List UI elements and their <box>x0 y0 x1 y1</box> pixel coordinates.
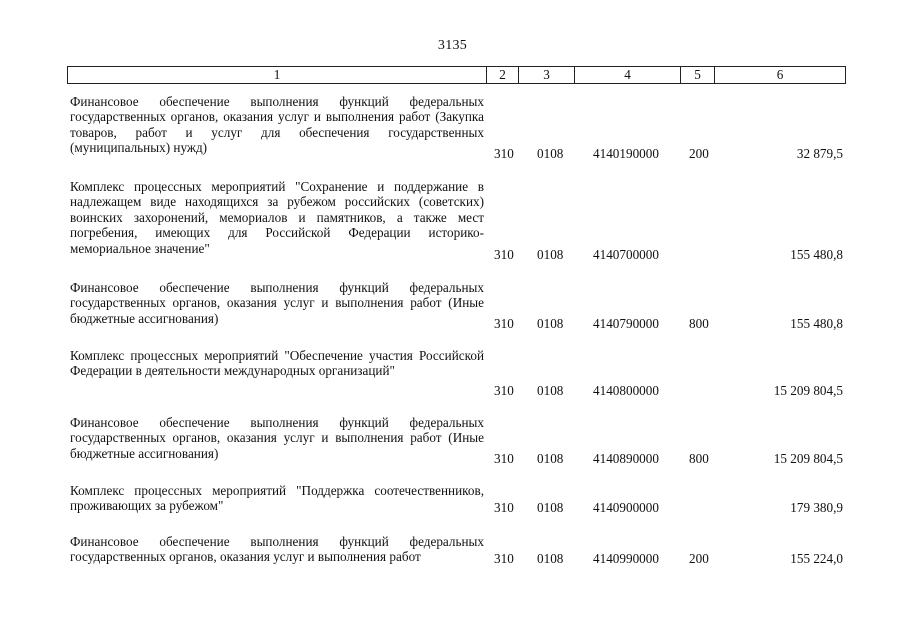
row-subsection-code: 0108 <box>537 383 564 398</box>
row-target-article: 4140790000 <box>593 316 659 331</box>
row-description: Финансовое обеспечение выполнения функций федеральных государственных органов, оказания услуг и выполнения работ (Иные бюджетные ассигнования) <box>70 415 484 461</box>
row-description: Комплекс процессных мероприятий "Поддержка соотечественников, проживающих за рубежом" <box>70 483 484 514</box>
column-header-5: 5 <box>681 67 715 84</box>
row-subsection-code: 0108 <box>537 500 564 515</box>
row-expense-type: 200 <box>689 146 709 161</box>
row-subsection-code: 0108 <box>537 451 564 466</box>
row-target-article: 4140990000 <box>593 551 659 566</box>
row-subsection-code: 0108 <box>537 551 564 566</box>
row-target-article: 4140190000 <box>593 146 659 161</box>
column-header-3: 3 <box>519 67 575 84</box>
row-subsection-code: 0108 <box>537 247 564 262</box>
row-amount: 15 209 804,5 <box>773 451 843 466</box>
row-description: Финансовое обеспечение выполнения функций федеральных государственных органов, оказания услуг и выполнения работ (Закупка товаров, работ и услуг для обеспечения государственных (муниципальных) нужд) <box>70 94 484 156</box>
row-amount: 155 224,0 <box>790 551 843 566</box>
row-section-code: 310 <box>494 500 514 515</box>
row-target-article: 4140800000 <box>593 383 659 398</box>
row-section-code: 310 <box>494 551 514 566</box>
row-subsection-code: 0108 <box>537 146 564 161</box>
row-section-code: 310 <box>494 383 514 398</box>
row-amount: 32 879,5 <box>796 146 843 161</box>
row-target-article: 4140890000 <box>593 451 659 466</box>
column-header-6: 6 <box>715 67 846 84</box>
row-target-article: 4140700000 <box>593 247 659 262</box>
row-section-code: 310 <box>494 146 514 161</box>
row-expense-type: 200 <box>689 551 709 566</box>
page-number: 3135 <box>437 38 468 53</box>
column-header-1: 1 <box>68 67 487 84</box>
row-amount: 155 480,8 <box>790 316 843 331</box>
column-header-row <box>68 67 846 84</box>
row-description: Комплекс процессных мероприятий "Сохранение и поддержание в надлежащем виде находящихся за рубежом российских (советских) воинских захоронений, мемориалов и памятников, а также мест погребения, имеющих для Российской Федерации историко-мемориальное значение" <box>70 179 484 256</box>
row-amount: 15 209 804,5 <box>773 383 843 398</box>
row-section-code: 310 <box>494 316 514 331</box>
row-section-code: 310 <box>494 247 514 262</box>
row-description: Финансовое обеспечение выполнения функций федеральных государственных органов, оказания услуг и выполнения работ (Иные бюджетные ассигнования) <box>70 280 484 326</box>
row-expense-type: 800 <box>689 451 709 466</box>
row-expense-type: 800 <box>689 316 709 331</box>
row-section-code: 310 <box>494 451 514 466</box>
column-header-table <box>67 66 846 84</box>
row-description: Комплекс процессных мероприятий "Обеспечение участия Российской Федерации в деятельности международных организаций" <box>70 348 484 379</box>
column-header-4: 4 <box>575 67 681 84</box>
row-amount: 155 480,8 <box>790 247 843 262</box>
row-description: Финансовое обеспечение выполнения функций федеральных государственных органов, оказания услуг и выполнения работ <box>70 534 484 565</box>
row-subsection-code: 0108 <box>537 316 564 331</box>
row-target-article: 4140900000 <box>593 500 659 515</box>
column-header-2: 2 <box>487 67 519 84</box>
row-amount: 179 380,9 <box>790 500 843 515</box>
